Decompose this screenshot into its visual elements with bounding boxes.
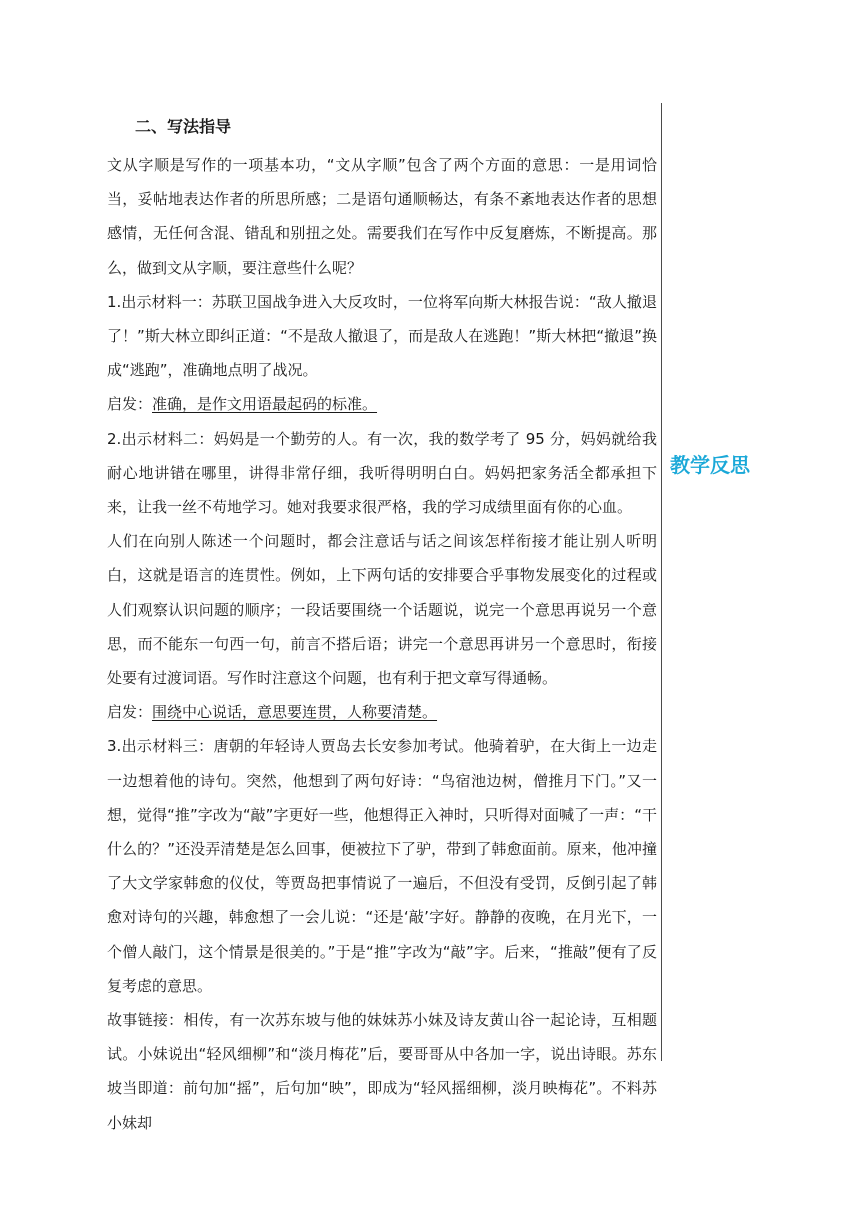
intro-paragraph: 文从字顺是写作的一项基本功，“文从字顺”包含了两个方面的意思：一是用词恰当，妥帖地表达作者的所思所感；二是语句通顺畅达，有条不紊地表达作者的思想感情，无任何含混、错乱和别扭之处。需要我们在写作中反复磨炼，不断提高。那么，做到文从字顺，要注意些什么呢？ xyxy=(107,156,657,277)
insight-two-label: 启发： xyxy=(107,703,153,722)
insight-two-text: 围绕中心说话，意思要连贯，人称要清楚。 xyxy=(152,703,438,722)
coherence-paragraph: 人们在向别人陈述一个问题时，都会注意话与话之间该怎样衔接才能让别人听明白，这就是语言的连贯性。例如，上下两句话的安排要合乎事物发展变化的过程或人们观察认识问题的顺序；一段话要围绕一个话题说，说完一个意思再说另一个意思，而不能东一句西一句，前言不搭后语；讲完一个意思再讲另一个意思时，衔接处要有过渡词语。写作时注意这个问题，也有利于把文章写得通畅。 xyxy=(107,532,657,688)
insight-one-text: 准确，是作文用语最起码的标准。 xyxy=(152,395,378,414)
material-three-paragraph: 3.出示材料三：唐朝的年轻诗人贾岛去长安参加考试。他骑着驴，在大街上一边走一边想着他的诗句。突然，他想到了两句好诗：“鸟宿池边树，僧推月下门。”又一想，觉得“推”字改为“敲”字更好一些，他想得正入神时，只听得对面喊了一声：“干什么的？”还没弄清楚是怎么回事，便被拉下了驴，带到了韩愈面前。原来，他冲撞了大文学家韩愈的仪仗，等贾岛把事情说了一遍后，不但没有受罚，反倒引起了韩愈对诗句的兴趣，韩愈想了一会儿说：“还是‘敲’字好。静静的夜晚，在月光下，一个僧人敲门，这个情景是很美的。”于是“推”字改为“敲”字。后来，“推敲”便有了反复考虑的意思。 xyxy=(107,737,657,995)
column-divider xyxy=(661,103,662,1061)
section-heading: 二、写法指导 xyxy=(135,117,232,136)
material-two-paragraph: 2.出示材料二：妈妈是一个勤劳的人。有一次，我的数学考了 95 分，妈妈就给我耐心地讲错在哪里，讲得非常仔细，我听得明明白白。妈妈把家务活全都承担下来，让我一丝不苟地学习。她对我要求很严格，我的学习成绩里面有你的心血。 xyxy=(107,429,657,517)
insight-two xyxy=(107,695,657,729)
teaching-reflection-title: 教学反思 xyxy=(670,453,750,477)
insight-one xyxy=(107,387,657,421)
main-column xyxy=(107,112,657,1140)
story-link-paragraph: 故事链接：相传，有一次苏东坡与他的妹妹苏小妹及诗友黄山谷一起论诗，互相题试。小妹说出“轻风细柳”和“淡月梅花”后，要哥哥从中各加一字，说出诗眼。苏东坡当即道：前句加“摇”，后句加“映”，即成为“轻风摇细柳，淡月映梅花”。不料苏小妹却 xyxy=(107,1011,657,1132)
insight-one-label: 启发： xyxy=(107,395,153,414)
material-one-paragraph: 1.出示材料一：苏联卫国战争进入大反攻时，一位将军向斯大林报告说：“敌人撤退了！”斯大林立即纠正道：“不是敌人撤退了，而是敌人在逃跑！”斯大林把“撤退”换成“逃跑”，准确地点明了战况。 xyxy=(107,292,657,380)
